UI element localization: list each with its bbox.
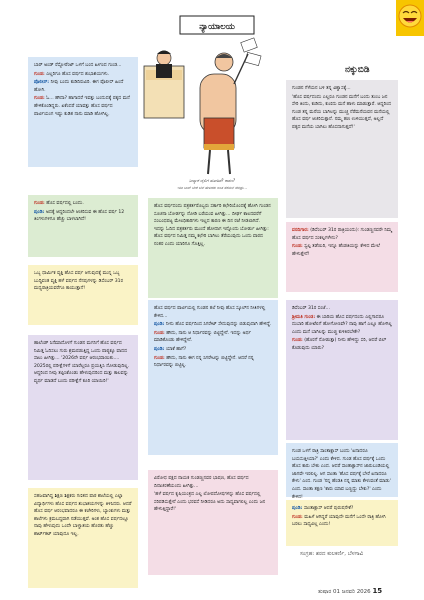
joke-note-5 bbox=[28, 488, 138, 588]
joke-line bbox=[154, 491, 272, 514]
cartoon-caption-line2: ಇಡೀ ಬಾಸ್ ಬೇರೆ ಬೆಲೆ ಹೇಳಿದರು ಅಂತ ಸೆರೆಮನೆ ಸೇರಿದ್ರು... bbox=[177, 186, 247, 190]
joke-note-3 bbox=[28, 265, 138, 325]
joke-line bbox=[34, 340, 132, 386]
speaker-label: ಪೊಲೀಸ್: bbox=[34, 80, 50, 86]
cartoon-caption-line1: ನೀವ್ಯಾಕೆ ಜೈಲಿಗೆ ಹೋದಿರೆ? ಕಾರಣ? bbox=[189, 178, 235, 183]
joke-note-13 bbox=[286, 500, 398, 546]
joke-text: ಹಾಲೆಂಡ್ ಸಿನೆಮಾದೊಳಗೆ ಗುಂಡನ ಮಗನಿಗೆ ಹೊಸ ವರ್ಷದ ನಿಮಿತ್ತ ಓದಿಸಲು ಗುರು ಶ್ರಮಪಡುತ್ತಿದ್ದ ಒಂದು ಪಾಠ್ಯಕ್ಕೂ ವಾದದ ಸಾಲು ಹೀಗಿತ್ತು... '2026ನೇ ವರ್ಷ ಆರಂಭವಾಯಿತು.... 2025ರಲ್ಲಿ ಪರೀಕ್ಷೆಗಳಿಗೆ ಯಾರೆಲ್ಲರೂ ಪ್ರಯತ್ನಿಸಿ ನೋಡುವುದಿಲ್ಲ. ಆದ್ದರಿಂದ ನೀವು ತಪ್ಪಿಸಿಕೊಂಡು ಹೇಳುವುದರಿಂದ ಮತ್ತು ಕಾಲವನ್ನು ವ್ಯರ್ಥ ಮಾಡದೆ ಬಂದು ಪರೀಕ್ಷೆಗೆ ಕೂರಿ ಯಾಯಿರಿ!' bbox=[34, 341, 130, 384]
section-title: ನಕ್ಕುಬಿಡಿ bbox=[345, 65, 370, 75]
joke-line bbox=[292, 305, 392, 313]
joke-line bbox=[154, 475, 272, 490]
joke-line bbox=[34, 79, 132, 94]
joke-line bbox=[34, 493, 132, 539]
joke-text: ಒಬ್ಬ ಧಾರ್ಮಿಕ ವ್ಯಕ್ತಿ ಹೊಸ ವರ್ಷ ಆಗುವುದಕ್ಕೆ ಮುನ್ನ ಒಬ್ಬ ಬುದ್ಧಿವಂತ ವ್ಯಕ್ತಿ ಹಳೆ ವರ್ಷದ ನೆನಪುಗಳನ್ನು ಡಿಸೆಂಬರ್ 31ರ ಮಧ್ಯರಾತ್ರಿಯವರೆಗೂ ಕಾಯುತ್ತಾನೆ! bbox=[34, 271, 123, 292]
joke-line bbox=[154, 330, 272, 345]
speaker-label: ಗುಂಡ: bbox=[292, 244, 303, 250]
joke-line bbox=[292, 448, 392, 501]
joke-line bbox=[154, 355, 272, 370]
joke-line bbox=[292, 227, 392, 242]
speaker-label: ಪುಂಡಿ: bbox=[154, 346, 165, 352]
speaker-label: ಗುಂಡ: bbox=[34, 71, 45, 77]
joke-text: ಸ್ವಲ್ಪ ತಡೆಯಿರಿ, ಇನ್ನೂ ಹೆಂಡತಿಯನ್ನು ಕೇಳಿದ ಮೇಲೆ ಹೇಳುತ್ತೇನೆ! bbox=[292, 244, 380, 257]
joke-line bbox=[154, 321, 272, 329]
joke-text: ಯಾಕೆ ಹಾಗೆ? bbox=[164, 346, 187, 352]
speaker-label: ವರದಿಗಾರ: bbox=[292, 228, 309, 233]
collection-credit: ಸಂಗ್ರಹ: ಶರದ ಕುಲಕರ್ಣಿ, ಬೆಳಗಾವಿ bbox=[300, 551, 364, 557]
joke-text: ನೀನು ಹೊಸ ವರ್ಷದಿಂದ ಸಿಗರೇಟ್ ಸೇದುವುದನ್ನು ಬಿಡುವುದಾಗಿ ಹೇಳಿದ್ದೆ. bbox=[164, 322, 272, 328]
joke-text: (ಡಿಸೆಂಬರ್ 31ರ ರಾತ್ರಿಯಂದು): ಗುಂಡಣ್ಣನವರೇ ನಿಮ್ಮ ಹೊಸ ವರ್ಷದ ಸಂಕಲ್ಪಗಳೇನು? bbox=[292, 228, 392, 241]
joke-note-2 bbox=[28, 195, 138, 257]
joke-line bbox=[34, 200, 132, 208]
joke-text: ಬಾರ್ ಅಂಡ್ ರೆಸ್ಟೋರೆಂಟ್ ಒಳಗೆ ಬಂದ ಹೀಗಂದ ಗುಂಡ... bbox=[34, 63, 122, 68]
joke-text: (ಹೊರಗೆ ನೋಡುತ್ತಾ) ನೀನು ಹೇಳಿದ್ದು ಸರಿ, ಆದರೆ ಬಿಲ್ ಕೊಡುವುದು ಯಾರು? bbox=[292, 338, 387, 351]
joke-line bbox=[34, 270, 132, 293]
joke-text: ಹೊಸ ವರ್ಷದಂದು ಪತ್ರಕರ್ತರೊಬ್ಬರು ಸರ್ಕಾರಿ ಕಛೇರಿಯೊಂದಕ್ಕೆ ಹೋಗಿ ಗುಂಡನ ಸೂಚನಾ ಬೋರ್ಡನ್ನು ನೋಡಿ ಬರೆಯುವ ಹೀಗಿತ್ತು... ದೀರ್ಘ ಕಾಲದವರೆಗೆ ಸಂಬಂಧಪಟ್ಟ ಮೇಲಧಿಕಾರಿಗಳು ಇಲ್ಲದ ಕಾರಣ ಈ ದಿನ ರಜೆ ನೀಡಲಾಗಿದೆ. ಇದನ್ನು ಓದಿದ ಪತ್ರಕರ್ತರು ಮುಂದೆ ಹೋದಾಗ ಇನ್ನೊಂದು ಬೋರ್ಡು ಹೀಗಿತ್ತು: ಹೊಸ ವರ್ಷದ ನಿಮಿತ್ತ ನಮ್ಮ ಕಛೇರಿ ಬಾಗಿಲು ತೆರೆಯುವುದು ಒಂದು ವಾರದ ನಂತರ ಎಂದು ಯಾರಿಗೂ ಗೊತ್ತಿಲ್ಲ. bbox=[154, 204, 271, 247]
joke-note-12 bbox=[286, 443, 398, 500]
page-footer bbox=[318, 587, 382, 596]
court-signboard: ನ್ಯಾಯಾಲಯ bbox=[199, 22, 235, 32]
joke-text: ಈ ಬಾರಿಯ ಹೊಸ ವರ್ಷದಂದು ಎಲ್ಲಿಗಾದರೂ ದುಬಾರಿ ಹೋಟೆಲಿಗೆ ಹೋಗೋಣವೇ? ನಾವು ಹಾಗೆ ಎಲ್ಲೂ ಹೋಗಿಲ್ಲ ಎಂದು ಮನೆ ಬಾಗಿಲನ್ನು ಮುಚ್ಚಿ ಕುಳಿತಿರಬೇಕೇ? bbox=[292, 314, 392, 335]
joke-line bbox=[292, 514, 392, 529]
joke-line bbox=[154, 346, 272, 354]
speaker-label: ಗುಂಡ: bbox=[154, 330, 165, 336]
joke-line bbox=[34, 71, 132, 79]
court-cartoon-illustration bbox=[142, 14, 282, 196]
speaker-label: ಶ್ರೀಮತಿ ಗುಂಡ: bbox=[292, 314, 316, 320]
joke-text: ಸಹಜವಾಗಿದ್ದ ಶಿಕ್ಷಣ ಶಿಕ್ಷಕರು ಗಣಿತದ ಪಾಠ ಶಾಲೆಯಲ್ಲಿ ಎಲ್ಲಾ ವಿದ್ಯಾರ್ಥಿಗಳು ಹೊಸ ವರ್ಷದ ಶುಭಾಶಯಗಳನ್ನು ತಿಳಿಸಿದರು. ಆದರೆ ಹೊಸ ವರ್ಷ ಆರಂಭವಾದರೂ ಈ ಕಚೇರಿಗಳು, ಬ್ಯಾಂಕುಗಳು ಮತ್ತು ಶಾಲೆಗಳು ಕ್ರಮಬದ್ಧವಾಗಿ ನಡೆಯುತ್ತವೆ. ಅಂತ ಹೊಸ ವರ್ಷದಲ್ಲೂ ನಾವು ಹೇಳುವುದು ಒಂದೇ ಬಾಳ್ವಾಶಯ ಹೊರತು ಹೆಚ್ಚು ಶಾರ್ಟ್‌ಕಟ್ ಯಾವುದೂ ಇಲ್ಲ. bbox=[34, 494, 132, 537]
speaker-label: ಪುಂಡಿ: bbox=[292, 506, 303, 511]
joke-text: ಹೌದು, ನಾನು ಈಗ ನನ್ನ ಸಿಗರೇಟನ್ನು ಬಿಟ್ಟಿದ್ದೇನೆ. ಆದರೆ ನನ್ನ ನಿರ್ಧಾರವನ್ನು ಬಿಟ್ಟಿಲ್ಲ. bbox=[154, 355, 254, 369]
joke-text: ಅದಕ್ಕೆ ಆದ್ದರಿಂದಲೇ ಆಚರಿಸುವ ಈ ಹೊಸ ವರ್ಷ 12 ತಿಂಗಳುಗಳಿಗೂ ಹೆಚ್ಚು ಬಾಳಲಾಗಿದೆ! bbox=[34, 209, 125, 223]
joke-line bbox=[292, 94, 392, 132]
joke-text: ಹೌದು, ನಾನು ಆ ನಿರ್ಧಾರವನ್ನು ಬಿಟ್ಟಿದ್ದೇನೆ. ಇದನ್ನು ಅರ್ಥ ಮಾಡಿಕೊಂಡು ಹೇಳಿದ್ದೇನೆ. bbox=[154, 330, 251, 344]
joke-note-11 bbox=[286, 300, 398, 440]
joke-text: ಸಾಂತಾಕ್ಲಾಸ್ ಆದರೆ ಪುರುಷನೇಕೆ? bbox=[302, 506, 354, 511]
joke-line bbox=[34, 95, 132, 118]
joke-note-8 bbox=[148, 470, 278, 575]
joke-text: ಗುಂಡನ ಗೆಳೆಯನ ಬಳಿ ತನ್ನ ವಿಶ್ವಾಸಕ್ಕೆ... bbox=[292, 86, 351, 91]
speaker-label: ಗುಂಡ: bbox=[292, 514, 303, 520]
speaker-label: ಗುಂಡ: bbox=[34, 96, 45, 102]
joke-text: ಓ... ಹೌದಾ? ಹಾಗಾದರೆ ಇವತ್ತು ಬಂದುದಕ್ಕೆ ಪಕ್ಕದ ಮನೆ ಹೇಳಿಕೊಂಡಿದ್ದರು. ಏಕೆಂದರೆ ಯಾವತ್ತು ಹೊಸ ವರ್ಷದ ಪಾರ್ಟಿಯಂಗ ಇಷ್ಟು ಕುಡಿತ ನಾನು ಮಾಡಿ ಹೋಗಿಲ್ಲ. bbox=[34, 96, 130, 117]
joke-note-10 bbox=[286, 222, 398, 292]
joke-note-6 bbox=[148, 198, 278, 298]
speaker-label: ಗುಂಡ: bbox=[292, 338, 303, 344]
joke-text: ವಿರೋಧ ಪಕ್ಷದ ನಾಯಕ ಗುಂಡಣ್ಣನವರ ಭಾಷಣ, ಹೊಸ ವರ್ಷದ ದಿನಾಚರಣೆಯಂದು ಹೀಗಿತ್ತು... bbox=[154, 476, 249, 489]
joke-line bbox=[292, 243, 392, 258]
speaker-label: ಗುಂಡ: bbox=[154, 355, 165, 361]
joke-line bbox=[34, 209, 132, 224]
joke-line bbox=[154, 305, 272, 320]
joke-text: 'ಹಳೆ ವರ್ಷದ ಕೃಷಿಯಂತ್ರದ ಎಲ್ಲ ಲೋಪದೋಷಗಳನ್ನು ಹೊಸ ವರ್ಷದಲ್ಲಿ ಸರಿಪಡಿಸುತ್ತೇನೆ ಎಂದು ಭರವಸೆ ನೀಡಿದರೂ ಅದು ಸಾಧ್ಯವಾಗಲಿಲ್ಲ ಎಂದು ಜನ ಹೇಳುತ್ತಿದ್ದಾರೆ!' bbox=[154, 492, 266, 513]
joke-note-7 bbox=[148, 300, 278, 455]
joke-text: ಎಲ್ಲರಿಗೂ ಹೊಸ ವರ್ಷದ ಶುಭಾಶಯಗಳು. bbox=[44, 71, 110, 77]
footer-issue: ತುಷಾರ 01 ಜನವರಿ 2026 bbox=[318, 589, 371, 595]
joke-line bbox=[292, 314, 392, 337]
joke-note-4 bbox=[28, 335, 138, 480]
joke-text: ಹೊಸ ವರ್ಷದ ಪಾರ್ಟಿಯಲ್ಲಿ ಗುಂಡನ ತಲೆ ನೀವು ಹೊಸ ಸ್ಕೂಲ್‌ನ ನೀತಿಗಳಲ್ಲಿ ಕೇಳಿದ... bbox=[154, 306, 266, 319]
joke-line bbox=[292, 505, 392, 513]
joke-note-1 bbox=[28, 57, 138, 167]
speaker-label: ಪುಂಡಿ: bbox=[154, 322, 165, 328]
joke-line bbox=[154, 203, 272, 249]
joke-text: 'ಹೊಸ ವರ್ಷದಂದು ಎಲ್ಲರೂ ಗುಂಡನ ಮನೆಗೆ ಬಂದು ತುಂಬ ಜನ ಸೇರಿ ತಿಂದು, ಕುಡಿದು, ಕುಣಿದು ಮನೆ ಹಾಳು ಮಾಡುತ್ತಾರೆ. ಆದ್ದರಿಂದ ಗುಂಡ ತನ್ನ ಮನೆಯ ಬಾಗಿಲನ್ನು ಮುಚ್ಚಿ ನೆರೆಮನೆಯವನ ಮನೆಯಲ್ಲಿ ಹೊಸ ವರ್ಷ ಆಚರಿಸುತ್ತಾನೆ. ನಮ್ಮ ಹಣ ಉಳಿಯುತ್ತದೆ, ಅಲ್ಲದೆ ಪಕ್ಕದ ಮನೆಯ ಬಾಗಿಲು ಹೊಸದಾಗುತ್ತದೆ!' bbox=[292, 94, 392, 130]
speaker-label: ಗುಂಡ: bbox=[34, 201, 45, 206]
joke-text: ಹೊಸ ವರ್ಷದಲ್ಲಿ ಬಂದು. bbox=[44, 201, 84, 206]
joke-line bbox=[292, 85, 392, 93]
joke-text: ಡಿಸೆಂಬರ್ 31ರ ಸಂಜೆ... bbox=[292, 306, 330, 311]
joke-note-9 bbox=[286, 80, 398, 218]
joke-line bbox=[292, 337, 392, 352]
page-number: 15 bbox=[372, 587, 383, 595]
joke-text: ಮಹಿಳೆ ಆಗಿದ್ದರೆ ಯಾವುದೇ ಮನೆಗೆ ಒಂದೇ ರಾತ್ರಿ ಹೋಗಿ ಬರಲು ಸಾಧ್ಯವಿಲ್ಲ ಎಂದು! bbox=[292, 514, 386, 528]
laughing-emoji-icon bbox=[396, 0, 424, 36]
speaker-label: ಪುಂಡಿ: bbox=[34, 209, 45, 215]
joke-text: ಗುಂಡ ಒಳಗೆ ರಾತ್ರಿ ಸಾಂತಾಕ್ಲಾಸ್ ಬಂದು 'ಏನಾದರೂ ಬಯಸುತ್ತೀಯಾ?' ಎಂದು ಕೇಳಿದ. ಗುಂಡ ಹೊಸ ವರ್ಷಕ್ಕೆ ಒಂದು ಹೊಸ ಕಾರು ಬೇಕು ಎಂದ. ಆದರೆ ಸಾಂತಾಕ್ಲಾಸ್‌ನ ಜಾರುಬಂಡಿಯಲ್ಲಿ ಜಾಗವೇ ಇರಲಿಲ್ಲ. ಆಗ ಸಾಂತಾ 'ಹೊಸ ವರ್ಷಕ್ಕೆ ಬೇರೆ ಏನಾದರೂ ಕೇಳು' ಎಂದ. ಗುಂಡ 'ನನ್ನ ಹೆಂಡತಿ ನನ್ನ ಮಾತು ಕೇಳುವಂತೆ ಮಾಡು' ಎಂದ. ಸಾಂತಾ ತಕ್ಷಣ 'ಕಾರು ಯಾವ ಬಣ್ಣದ್ದು ಬೇಕು?' ಎಂದು ಕೇಳಿದ! bbox=[292, 449, 391, 500]
joke-text: ನೀವು ಬಂದು ಕುಡಿದಿರುವಿರಿ. ಈಗ ಪೊಲೀಸ್ ಹಿಂದೆ ಹೋಗಿ. bbox=[34, 80, 124, 93]
joke-line bbox=[34, 62, 132, 70]
